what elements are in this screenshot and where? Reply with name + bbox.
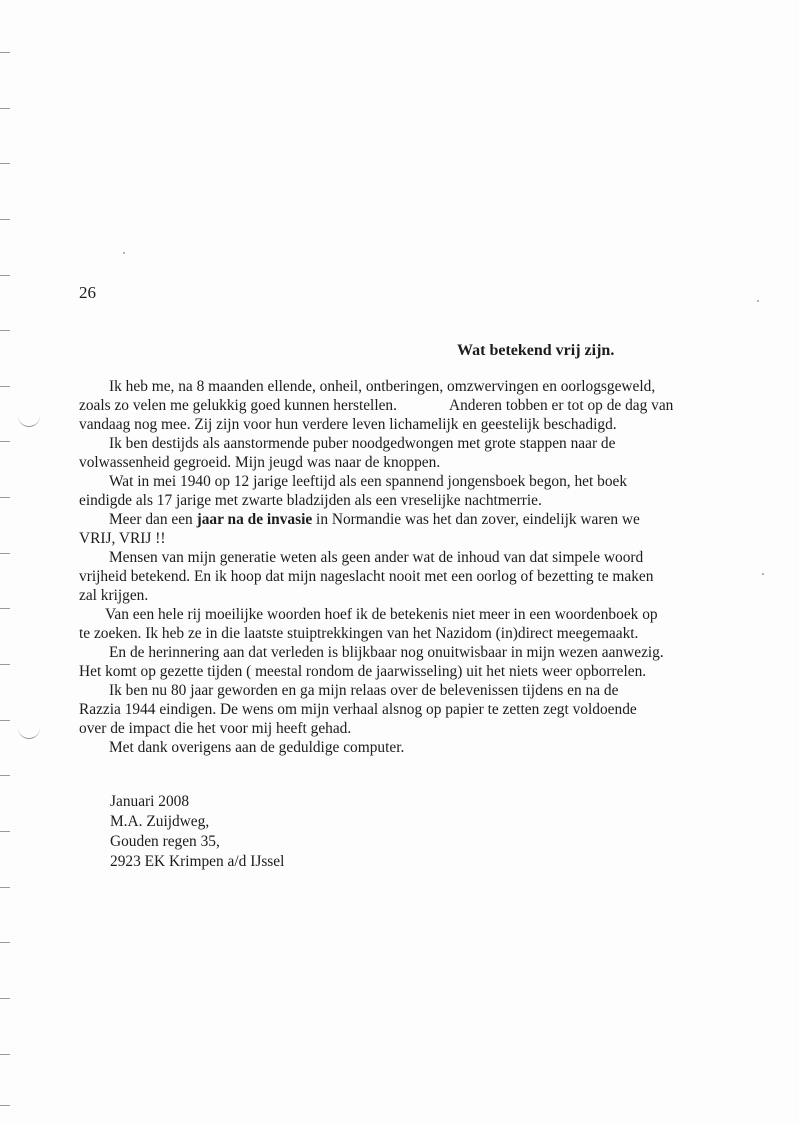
binder-mark (0, 998, 10, 999)
text-segment: Anderen tobben er tot op de dag van (448, 397, 674, 414)
text-line: Mensen van mijn generatie weten als geen ander wat de inhoud van dat simpele woord (109, 549, 644, 566)
binder-mark (0, 163, 10, 164)
text-line: over de impact die het voor mij heeft gehad. (79, 720, 352, 737)
binder-mark (0, 720, 10, 721)
text-line: VRIJ, VRIJ !! (79, 530, 166, 547)
text-line: Razzia 1944 eindigen. De wens om mijn verhaal alsnog op papier te zetten zegt voldoende (79, 701, 637, 718)
text-line: Met dank overigens aan de geduldige computer. (109, 739, 405, 756)
binder-mark (0, 52, 10, 53)
scan-speck (762, 573, 764, 575)
signature-block (110, 792, 284, 872)
binder-mark (0, 1105, 10, 1106)
text-line: vrijheid betekend. En ik hoop dat mijn nageslacht nooit met een oorlog of bezetting te maken (79, 568, 654, 585)
text-line: Het komt op gezette tijden ( meestal rondom de jaarwisseling) uit het niets weer opborrelen. (79, 663, 647, 680)
text-line: zal krijgen. (79, 587, 149, 604)
signature-name: M.A. Zuijdweg, (110, 813, 210, 830)
binder-mark (0, 275, 10, 276)
body-text (79, 377, 719, 757)
signature-city: 2923 EK Krimpen a/d IJssel (110, 853, 285, 870)
text-line (79, 396, 719, 415)
scan-speck (123, 252, 125, 254)
text-line: vandaag nog mee. Zij zijn voor hun verdere leven lichamelijk en geestelijk beschadigd. (79, 416, 617, 433)
binder-mark (0, 330, 10, 331)
text-line: Ik ben destijds als aanstormende puber noodgedwongen met grote stappen naar de (109, 435, 616, 452)
binder-mark (0, 553, 10, 554)
binder-mark (0, 108, 10, 109)
signature-street: Gouden regen 35, (110, 833, 220, 850)
page-number: 26 (79, 283, 96, 302)
text-line: te zoeken. Ik heb ze in die laatste stuiptrekkingen van het Nazidom (in)direct meegemaakt. (79, 625, 639, 642)
scan-speck (757, 300, 759, 302)
text-line (79, 510, 719, 529)
text-segment: zoals zo velen me gelukkig goed kunnen herstellen. (79, 397, 397, 414)
binder-mark (0, 608, 10, 609)
binder-mark (0, 497, 10, 498)
binder-mark (0, 441, 10, 442)
binder-mark (0, 386, 10, 387)
binder-mark (0, 831, 10, 832)
binder-curl (18, 416, 40, 427)
binder-mark (0, 775, 10, 776)
text-line: Van een hele rij moeilijke woorden hoef ik de betekenis niet meer in een woordenboek op (105, 606, 658, 623)
binder-mark (0, 942, 10, 943)
text-line: volwassenheid gegroeid. Mijn jeugd was naar de knoppen. (79, 454, 441, 471)
binder-mark (0, 664, 10, 665)
text-segment: Meer dan een (109, 511, 197, 528)
emphasis-text: jaar na de invasie (196, 511, 313, 528)
document-title: Wat betekend vrij zijn. (457, 342, 615, 359)
text-line: Ik ben nu 80 jaar geworden en ga mijn relaas over de belevenissen tijdens en na de (109, 682, 619, 699)
binder-mark (0, 219, 10, 220)
text-line: eindigde als 17 jarige met zwarte bladzijden als een vreselijke nachtmerrie. (79, 492, 542, 509)
signature-date: Januari 2008 (110, 793, 190, 810)
text-segment: in Normandie was het dan zover, eindelijk waren we (312, 511, 640, 528)
binder-mark (0, 887, 10, 888)
text-line: Ik heb me, na 8 maanden ellende, onheil, ontberingen, omzwervingen en oorlogsgeweld, (109, 378, 656, 395)
text-line: En de herinnering aan dat verleden is blijkbaar nog onuitwisbaar in mijn wezen aanwezig. (109, 644, 664, 661)
binder-curl (18, 728, 40, 739)
binder-mark (0, 1054, 10, 1055)
text-line: Wat in mei 1940 op 12 jarige leeftijd als een spannend jongensboek begon, het boek (109, 473, 628, 490)
